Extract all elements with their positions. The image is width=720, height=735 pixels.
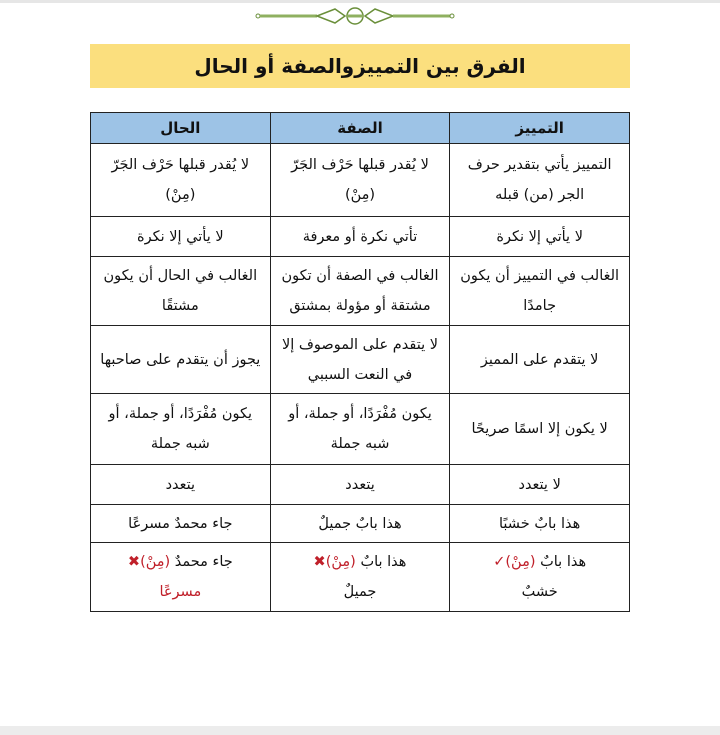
table-cell bbox=[91, 543, 271, 612]
table-cell: لا يُقدر قبلها حَرْف الجَرّ (مِنْ) bbox=[91, 144, 271, 217]
table-cell: لا يأتي إلا نكرة bbox=[450, 217, 630, 257]
table-row bbox=[91, 217, 630, 257]
table-row bbox=[91, 326, 630, 394]
table-cell: الغالب في الحال أن يكون مشتقًا bbox=[91, 257, 271, 326]
cross-icon: ✖ bbox=[127, 554, 141, 570]
example-text: خشبٌ bbox=[521, 584, 558, 600]
table-cell: يتعدد bbox=[270, 465, 450, 505]
example-text: هذا بابٌ bbox=[360, 554, 407, 570]
table-cell: هذا بابٌ خشبًا bbox=[450, 505, 630, 543]
top-border bbox=[0, 0, 720, 3]
example-text: جاء محمدٌ bbox=[174, 554, 233, 570]
example-text: مسرعًا bbox=[159, 584, 202, 600]
table-cell: الغالب في الصفة أن تكون مشتقة أو مؤولة بمشتق bbox=[270, 257, 450, 326]
table-cell: لا يُقدر قبلها حَرْف الجَرّ (مِنْ) bbox=[270, 144, 450, 217]
table-row bbox=[91, 144, 630, 217]
table-row bbox=[91, 505, 630, 543]
min-particle: (مِنْ) bbox=[140, 554, 171, 570]
min-particle: (مِنْ) bbox=[325, 554, 356, 570]
header-hal: الحال bbox=[91, 113, 271, 144]
table-cell: لا يتقدم على المميز bbox=[450, 326, 630, 394]
table-cell: جاء محمدٌ مسرعًا bbox=[91, 505, 271, 543]
table-row bbox=[91, 394, 630, 465]
table-cell: يجوز أن يتقدم على صاحبها bbox=[91, 326, 271, 394]
table-cell: لا يتقدم على الموصوف إلا في النعت السببي bbox=[270, 326, 450, 394]
header-tamyeez: التمييز bbox=[450, 113, 630, 144]
table-cell: يتعدد bbox=[91, 465, 271, 505]
table-cell bbox=[270, 543, 450, 612]
table-cell: هذا بابٌ جميلٌ bbox=[270, 505, 450, 543]
example-text: هذا بابٌ bbox=[540, 554, 587, 570]
cross-icon: ✖ bbox=[313, 554, 326, 570]
header-sifa: الصفة bbox=[270, 113, 450, 144]
table-header-row bbox=[91, 113, 630, 144]
page-title: الفرق بين التمييزوالصفة أو الحال bbox=[90, 44, 630, 88]
table-row-examples-min bbox=[91, 543, 630, 612]
example-text: جميلٌ bbox=[343, 584, 377, 600]
min-particle: (مِنْ) bbox=[505, 554, 536, 570]
table-row bbox=[91, 465, 630, 505]
table-cell: لا يأتي إلا نكرة bbox=[91, 217, 271, 257]
table-cell: لا يكون إلا اسمًا صريحًا bbox=[450, 394, 630, 465]
table-cell: الغالب في التمييز أن يكون جامدًا bbox=[450, 257, 630, 326]
table-cell: لا يتعدد bbox=[450, 465, 630, 505]
check-icon: ✓ bbox=[493, 554, 506, 570]
bottom-border bbox=[0, 726, 720, 735]
ornament-divider-icon bbox=[255, 6, 455, 26]
comparison-table bbox=[90, 112, 630, 612]
table-cell: يكون مُفْرَدًا، أو جملة، أو شبه جملة bbox=[91, 394, 271, 465]
table-cell: التمييز يأتي بتقدير حرف الجر (من) قبله bbox=[450, 144, 630, 217]
table-cell bbox=[450, 543, 630, 612]
table-cell: يكون مُفْرَدًا، أو جملة، أو شبه جملة bbox=[270, 394, 450, 465]
table-row bbox=[91, 257, 630, 326]
table-cell: تأتي نكرة أو معرفة bbox=[270, 217, 450, 257]
